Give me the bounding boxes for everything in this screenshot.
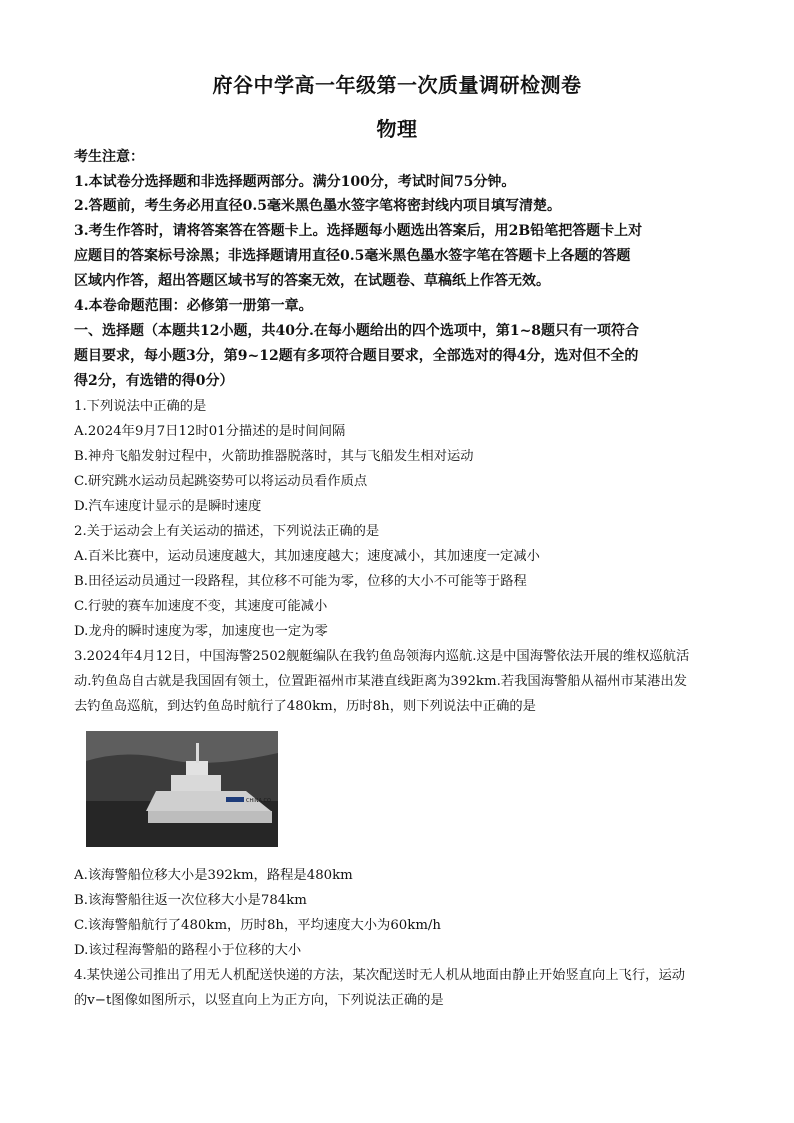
question-stem: 4.某快递公司推出了用无人机配送快递的方法，某次配送时无人机从地面由静止开始竖直向上飞行，运动 <box>74 968 686 983</box>
notice-heading: 考生注意： <box>74 149 144 165</box>
option: D.汽车速度计显示的是瞬时速度 <box>74 499 262 514</box>
option: A.百米比赛中，运动员速度越大，其加速度越大；速度减小，其加速度一定减小 <box>74 549 540 564</box>
option: A.2024年9月7日12时01分描述的是时间间隔 <box>74 424 346 439</box>
ship-hull-text: CHINA CO <box>246 798 271 804</box>
section-heading: 一、选择题（本题共12小题，共40分.在每小题给出的四个选项中，第1~8题只有一项符合 <box>74 323 640 339</box>
option: D.该过程海警船的路程小于位移的大小 <box>74 943 302 958</box>
section-heading: 得2分，有选错的得0分） <box>74 373 234 389</box>
coast-guard-ship-photo <box>86 731 278 847</box>
question-stem: 去钓鱼岛巡航，到达钓鱼岛时航行了480km，历时8h，则下列说法中正确的是 <box>74 699 536 714</box>
option: A.该海警船位移大小是392km，路程是480km <box>74 868 353 883</box>
option: C.行驶的赛车加速度不变，其速度可能减小 <box>74 599 328 614</box>
notice-item: 区域内作答，超出答题区域书写的答案无效，在试题卷、草稿纸上作答无效。 <box>74 273 550 289</box>
question-stem: 3.2024年4月12日，中国海警2502舰艇编队在我钓鱼岛领海内巡航.这是中国海警依法开展的维权巡航活 <box>74 649 690 664</box>
notice-item: 1.本试卷分选择题和非选择题两部分。满分100分，考试时间75分钟。 <box>74 174 516 190</box>
notice-item: 2.答题前，考生务必用直径0.5毫米黑色墨水签字笔将密封线内项目填写清楚。 <box>74 198 561 214</box>
option: B.田径运动员通过一段路程，其位移不可能为零，位移的大小不可能等于路程 <box>74 574 527 589</box>
option: D.龙舟的瞬时速度为零，加速度也一定为零 <box>74 624 328 639</box>
option: C.研究跳水运动员起跳姿势可以将运动员看作质点 <box>74 474 368 489</box>
option: C.该海警船航行了480km，历时8h，平均速度大小为60km/h <box>74 918 441 933</box>
notice-item: 应题目的答案标号涂黑；非选择题请用直径0.5毫米黑色墨水签字笔在答题卡上各题的答题 <box>74 248 631 264</box>
option: B.该海警船往返一次位移大小是784km <box>74 893 307 908</box>
notice-item: 3.考生作答时，请将答案答在答题卡上。选择题每小题选出答案后，用2B铅笔把答题卡上对 <box>74 223 643 239</box>
exam-title: 府谷中学高一年级第一次质量调研检测卷 <box>212 73 582 97</box>
question-stem: 的v−t图像如图所示，以竖直向上为正方向，下列说法正确的是 <box>74 993 444 1008</box>
question-stem: 1.下列说法中正确的是 <box>74 399 207 414</box>
section-heading: 题目要求，每小题3分，第9~12题有多项符合题目要求，全部选对的得4分，选对但不全的 <box>74 348 639 364</box>
ship-illustration <box>86 731 278 847</box>
question-stem: 2.关于运动会上有关运动的描述，下列说法正确的是 <box>74 524 380 539</box>
question-stem: 动.钓鱼岛自古就是我国固有领土，位置距福州市某港直线距离为392km.若我国海警船从福州市某港出发 <box>74 674 687 689</box>
notice-item: 4.本卷命题范围：必修第一册第一章。 <box>74 298 313 314</box>
subject-title: 物理 <box>376 117 418 141</box>
option: B.神舟飞船发射过程中，火箭助推器脱落时，其与飞船发生相对运动 <box>74 449 474 464</box>
